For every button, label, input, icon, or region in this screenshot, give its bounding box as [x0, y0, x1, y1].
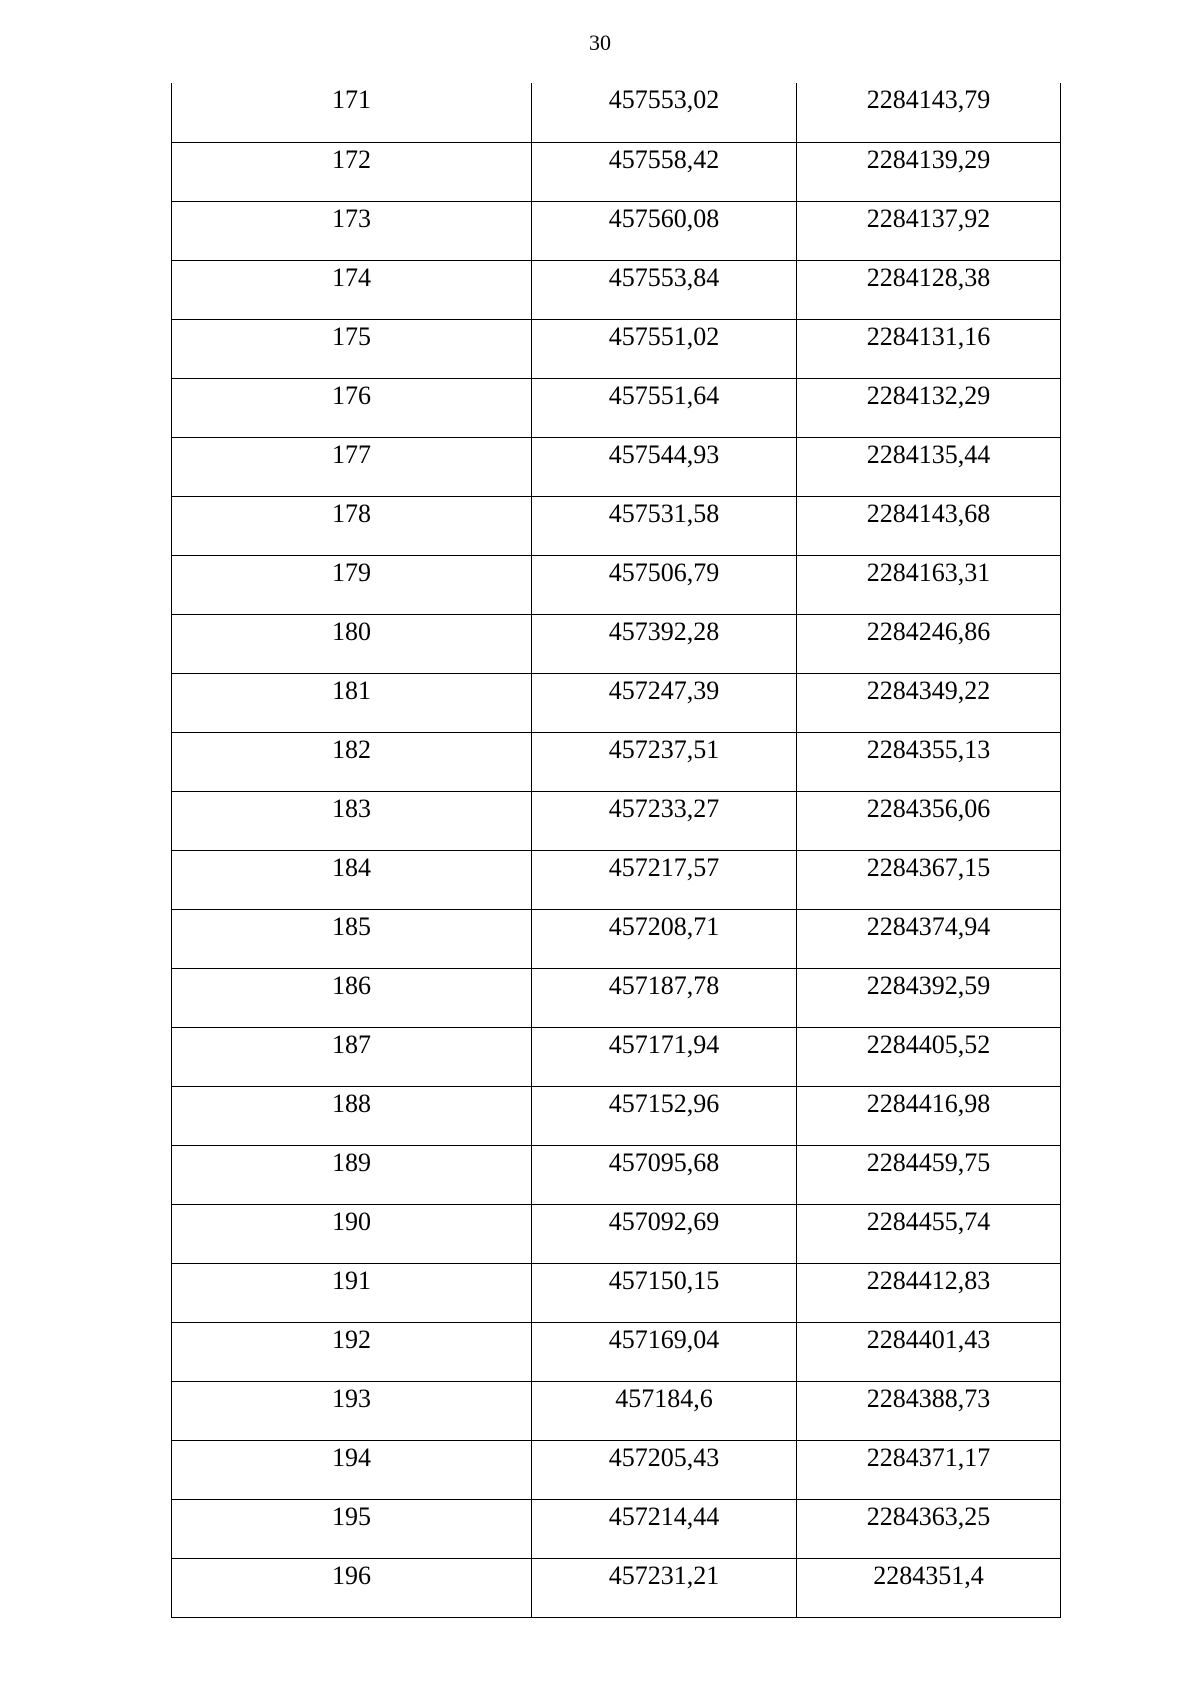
- point-number-cell: 187: [172, 1027, 532, 1086]
- point-number-cell: 193: [172, 1381, 532, 1440]
- table-row: [172, 968, 1061, 1027]
- y-coordinate-cell: 2284137,92: [797, 201, 1061, 260]
- coordinates-table: [171, 83, 1061, 1618]
- table-row: [172, 1499, 1061, 1558]
- table-row: [172, 1322, 1061, 1381]
- y-coordinate-cell: 2284132,29: [797, 378, 1061, 437]
- y-coordinate-cell: 2284355,13: [797, 732, 1061, 791]
- y-coordinate-cell: 2284135,44: [797, 437, 1061, 496]
- y-coordinate-cell: 2284401,43: [797, 1322, 1061, 1381]
- x-coordinate-cell: 457214,44: [532, 1499, 797, 1558]
- point-number-cell: 178: [172, 496, 532, 555]
- y-coordinate-cell: 2284356,06: [797, 791, 1061, 850]
- table-row: [172, 83, 1061, 142]
- point-number-cell: 191: [172, 1263, 532, 1322]
- y-coordinate-cell: 2284246,86: [797, 614, 1061, 673]
- table-row: [172, 437, 1061, 496]
- x-coordinate-cell: 457152,96: [532, 1086, 797, 1145]
- table-row: [172, 732, 1061, 791]
- table-row: [172, 1204, 1061, 1263]
- x-coordinate-cell: 457231,21: [532, 1558, 797, 1617]
- x-coordinate-cell: 457233,27: [532, 791, 797, 850]
- point-number-cell: 177: [172, 437, 532, 496]
- y-coordinate-cell: 2284139,29: [797, 142, 1061, 201]
- x-coordinate-cell: 457184,6: [532, 1381, 797, 1440]
- y-coordinate-cell: 2284416,98: [797, 1086, 1061, 1145]
- point-number-cell: 192: [172, 1322, 532, 1381]
- table-row: [172, 1145, 1061, 1204]
- y-coordinate-cell: 2284459,75: [797, 1145, 1061, 1204]
- table-row: [172, 319, 1061, 378]
- x-coordinate-cell: 457171,94: [532, 1027, 797, 1086]
- point-number-cell: 195: [172, 1499, 532, 1558]
- y-coordinate-cell: 2284371,17: [797, 1440, 1061, 1499]
- x-coordinate-cell: 457217,57: [532, 850, 797, 909]
- y-coordinate-cell: 2284349,22: [797, 673, 1061, 732]
- table-row: [172, 1263, 1061, 1322]
- x-coordinate-cell: 457237,51: [532, 732, 797, 791]
- x-coordinate-cell: 457560,08: [532, 201, 797, 260]
- point-number-cell: 179: [172, 555, 532, 614]
- table-row: [172, 1440, 1061, 1499]
- y-coordinate-cell: 2284367,15: [797, 850, 1061, 909]
- point-number-cell: 184: [172, 850, 532, 909]
- x-coordinate-cell: 457558,42: [532, 142, 797, 201]
- x-coordinate-cell: 457551,02: [532, 319, 797, 378]
- table-row: [172, 791, 1061, 850]
- y-coordinate-cell: 2284163,31: [797, 555, 1061, 614]
- point-number-cell: 172: [172, 142, 532, 201]
- table-row: [172, 555, 1061, 614]
- point-number-cell: 173: [172, 201, 532, 260]
- point-number-cell: 194: [172, 1440, 532, 1499]
- x-coordinate-cell: 457531,58: [532, 496, 797, 555]
- page-number: 30: [589, 30, 611, 55]
- table-row: [172, 614, 1061, 673]
- y-coordinate-cell: 2284128,38: [797, 260, 1061, 319]
- x-coordinate-cell: 457551,64: [532, 378, 797, 437]
- table-row: [172, 850, 1061, 909]
- x-coordinate-cell: 457553,02: [532, 83, 797, 142]
- y-coordinate-cell: 2284412,83: [797, 1263, 1061, 1322]
- point-number-cell: 189: [172, 1145, 532, 1204]
- table-row: [172, 1086, 1061, 1145]
- point-number-cell: 183: [172, 791, 532, 850]
- x-coordinate-cell: 457544,93: [532, 437, 797, 496]
- x-coordinate-cell: 457553,84: [532, 260, 797, 319]
- y-coordinate-cell: 2284143,79: [797, 83, 1061, 142]
- point-number-cell: 180: [172, 614, 532, 673]
- y-coordinate-cell: 2284388,73: [797, 1381, 1061, 1440]
- y-coordinate-cell: 2284363,25: [797, 1499, 1061, 1558]
- x-coordinate-cell: 457150,15: [532, 1263, 797, 1322]
- coordinates-table-body: [172, 83, 1061, 1617]
- x-coordinate-cell: 457092,69: [532, 1204, 797, 1263]
- point-number-cell: 185: [172, 909, 532, 968]
- x-coordinate-cell: 457187,78: [532, 968, 797, 1027]
- point-number-cell: 186: [172, 968, 532, 1027]
- point-number-cell: 171: [172, 83, 532, 142]
- x-coordinate-cell: 457205,43: [532, 1440, 797, 1499]
- x-coordinate-cell: 457208,71: [532, 909, 797, 968]
- y-coordinate-cell: 2284351,4: [797, 1558, 1061, 1617]
- x-coordinate-cell: 457095,68: [532, 1145, 797, 1204]
- point-number-cell: 174: [172, 260, 532, 319]
- point-number-cell: 181: [172, 673, 532, 732]
- point-number-cell: 176: [172, 378, 532, 437]
- x-coordinate-cell: 457392,28: [532, 614, 797, 673]
- table-row: [172, 673, 1061, 732]
- point-number-cell: 188: [172, 1086, 532, 1145]
- point-number-cell: 175: [172, 319, 532, 378]
- y-coordinate-cell: 2284392,59: [797, 968, 1061, 1027]
- point-number-cell: 196: [172, 1558, 532, 1617]
- table-row: [172, 1381, 1061, 1440]
- table-row: [172, 201, 1061, 260]
- y-coordinate-cell: 2284455,74: [797, 1204, 1061, 1263]
- y-coordinate-cell: 2284374,94: [797, 909, 1061, 968]
- y-coordinate-cell: 2284143,68: [797, 496, 1061, 555]
- table-row: [172, 378, 1061, 437]
- x-coordinate-cell: 457247,39: [532, 673, 797, 732]
- table-row: [172, 142, 1061, 201]
- table-row: [172, 496, 1061, 555]
- table-row: [172, 909, 1061, 968]
- x-coordinate-cell: 457169,04: [532, 1322, 797, 1381]
- table-row: [172, 1027, 1061, 1086]
- table-row: [172, 1558, 1061, 1617]
- y-coordinate-cell: 2284405,52: [797, 1027, 1061, 1086]
- point-number-cell: 182: [172, 732, 532, 791]
- y-coordinate-cell: 2284131,16: [797, 319, 1061, 378]
- table-row: [172, 260, 1061, 319]
- x-coordinate-cell: 457506,79: [532, 555, 797, 614]
- point-number-cell: 190: [172, 1204, 532, 1263]
